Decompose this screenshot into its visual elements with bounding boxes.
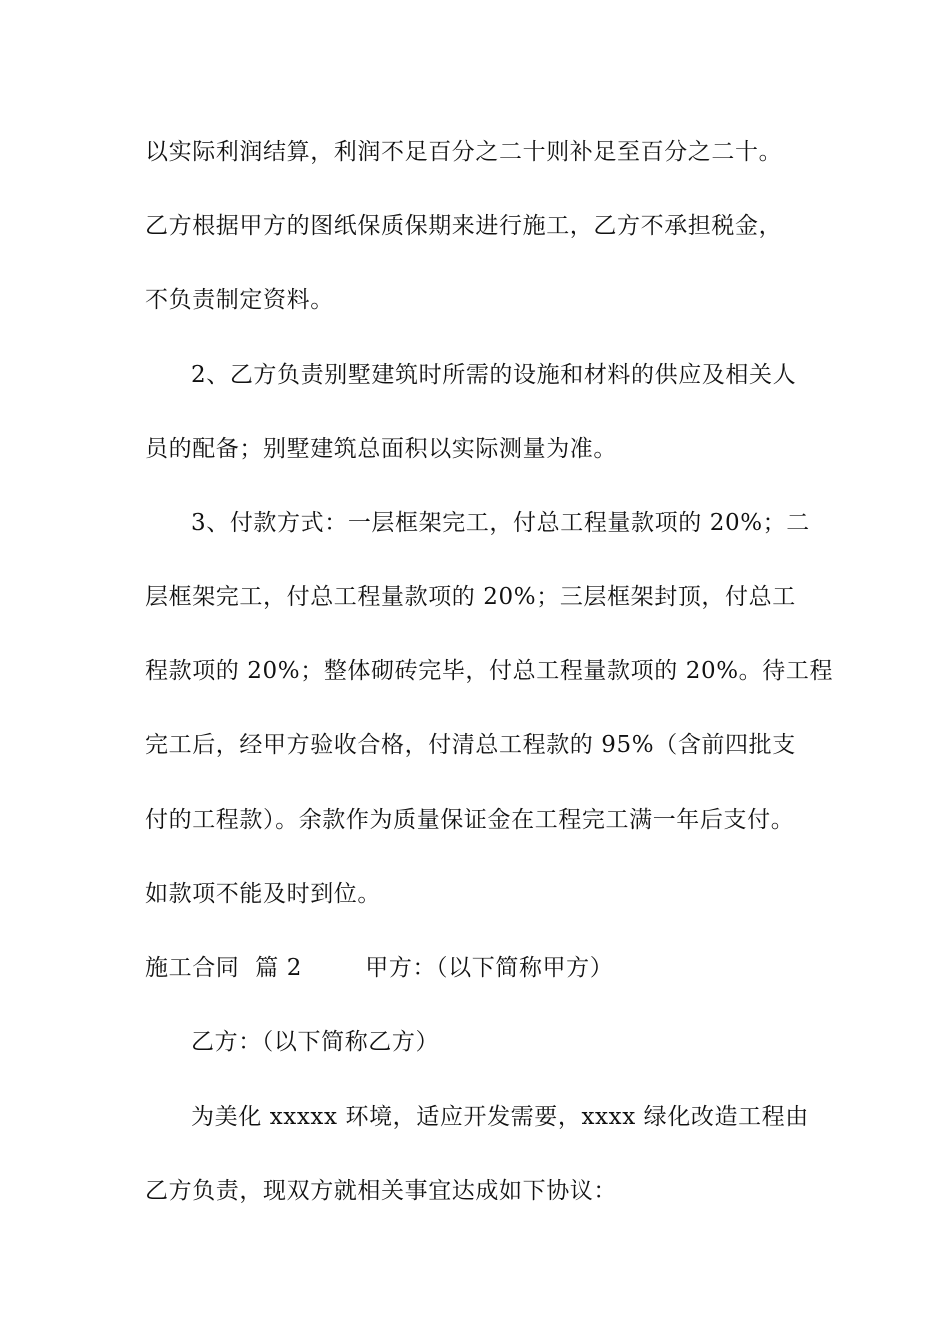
- paragraph-line: 层框架完工，付总工程量款项的 20%；三层框架封顶，付总工: [145, 584, 796, 610]
- paragraph-line: 如款项不能及时到位。: [145, 881, 381, 907]
- paragraph-line: 程款项的 20%；整体砌砖完毕，付总工程量款项的 20%。待工程: [145, 658, 834, 684]
- paragraph-line: 3、付款方式：一层框架完工，付总工程量款项的 20%；二: [191, 510, 810, 536]
- section-heading-line: 施工合同 篇 2 甲方：（以下简称甲方）: [145, 955, 614, 981]
- paragraph-line: 2、乙方负责别墅建筑时所需的设施和材料的供应及相关人: [191, 362, 797, 388]
- paragraph-line: 付的工程款）。余款作为质量保证金在工程完工满一年后支付。: [145, 807, 795, 833]
- paragraph-line: 完工后，经甲方验收合格，付清总工程款的 95%（含前四批支: [145, 732, 796, 758]
- paragraph-line: 员的配备；别墅建筑总面积以实际测量为准。: [145, 436, 617, 462]
- paragraph-line: 乙方根据甲方的图纸保质保期来进行施工，乙方不承担税金，: [145, 213, 783, 239]
- paragraph-line: 乙方负责，现双方就相关事宜达成如下协议：: [145, 1178, 617, 1204]
- paragraph-line: 以实际利润结算，利润不足百分之二十则补足至百分之二十。: [145, 139, 783, 165]
- paragraph-line: 为美化 xxxxx 环境，适应开发需要，xxxx 绿化改造工程由: [191, 1104, 809, 1130]
- paragraph-line: 乙方：（以下简称乙方）: [191, 1029, 440, 1055]
- paragraph-line: 不负责制定资料。: [145, 287, 334, 313]
